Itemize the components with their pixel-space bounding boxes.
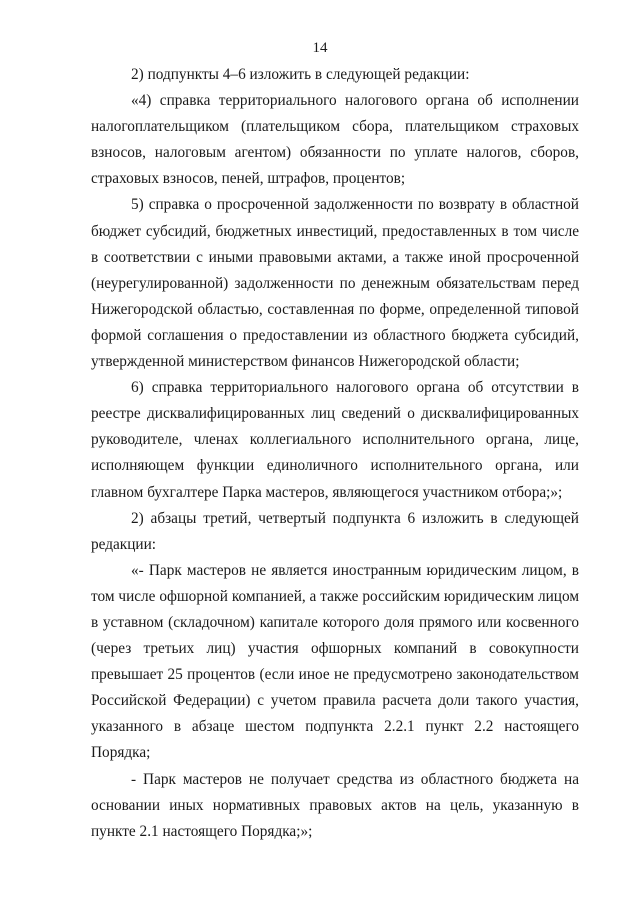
- paragraph-subitem-5: 5) справка о просроченной задолженности по возврату в областной бюджет субсидий, бюджетных инвестиций, предоставленных в том числе в соответствии с иными правовыми актами, а также иной просроченной (неурегулированной) задолженности по денежным обязательствам перед Нижегородской областью, составленная по форме, определенной типовой формой соглашения о предоставлении из областного бюджета субсидий, утвержденной министерством финансов Нижегородской области;: [91, 196, 579, 371]
- paragraph-paragraphs-3-4-heading: 2) абзацы третий, четвертый подпункта 6 изложить в следующей редакции:: [91, 509, 579, 553]
- paragraph-subitem-4: «4) справка территориального налогового органа об исполнении налогоплательщиком (плательщиком сбора, плательщиком страховых взносов, налоговым агентом) обязанности по уплате налогов, сборов, страховых взносов, пеней, штрафов, процентов;: [91, 92, 579, 188]
- paragraph-subitem-6: 6) справка территориального налогового органа об отсутствии в реестре дисквалифицированных лиц сведений о дисквалифицированных руководителе, членах коллегиального исполнительного органа, лице, исполняющем функции единоличного исполнительного органа, или главном бухгалтере Парка мастеров, являющегося участником отбора;»;: [91, 379, 579, 501]
- paragraph-item-2-heading: 2) подпункты 4–6 изложить в следующей редакции:: [131, 66, 470, 83]
- paragraph-offshore-condition: «- Парк мастеров не является иностранным юридическим лицом, в том числе офшорной компанией, а также российским юридическим лицом в уставном (складочном) капитале которого доля прямого или косвенного (через третьих лиц) участия офшорных компаний в совокупности превышает 25 процентов (если иное не предусмотрено законодательством Российской Федерации) с учетом правила расчета доли такого участия, указанного в абзаце шестом подпункта 2.2.1 пункт 2.2 настоящего Порядка;: [91, 561, 579, 762]
- document-body: [91, 62, 579, 845]
- page-number: 14: [312, 40, 328, 56]
- paragraph-budget-funds-condition: - Парк мастеров не получает средства из областного бюджета на основании иных нормативных правовых актов на цель, указанную в пункте 2.1 настоящего Порядка;»;: [91, 770, 579, 840]
